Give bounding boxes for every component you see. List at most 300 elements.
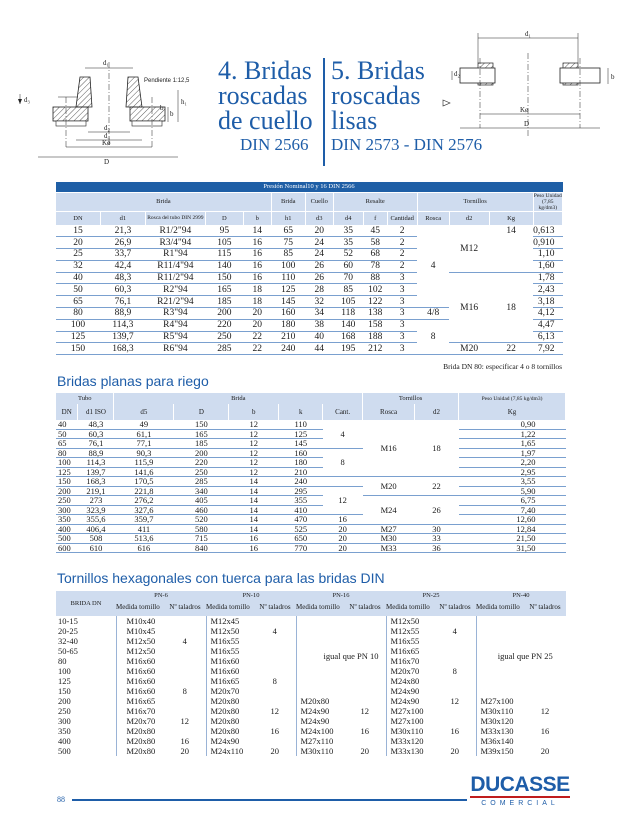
diagram-label: b — [160, 104, 164, 112]
page-number: 88 — [57, 795, 65, 804]
table-cell: 250 — [58, 706, 71, 716]
table-row — [56, 716, 566, 726]
table-cell: 88,9 — [100, 308, 145, 320]
table-cell: 513,6 — [114, 534, 174, 544]
table-cell: 110 — [271, 272, 305, 284]
table-row — [56, 726, 566, 736]
col-header: Medida tornillo — [116, 600, 164, 616]
col-header: Rosca del tubo DIN 2999 — [145, 211, 205, 225]
diagram-label: b — [611, 73, 615, 81]
table-cell: 4 — [323, 420, 363, 448]
logo-main-text: DUCASSE — [470, 773, 570, 796]
table-cell — [434, 706, 476, 716]
table-cell: 323,9 — [78, 505, 114, 515]
table-cell: R21/2"94 — [145, 296, 205, 308]
table-cell: M24 — [363, 496, 415, 525]
table-cell: 68 — [363, 249, 387, 261]
table-cell: 18 — [243, 284, 271, 296]
table-cell: 273 — [78, 496, 114, 506]
table-cell — [434, 716, 476, 726]
table-cell: M16 — [449, 272, 489, 343]
table-cell: M12x50 — [386, 616, 434, 626]
table-cell: 355,6 — [78, 515, 114, 525]
table-cell: 276,2 — [114, 496, 174, 506]
group-header-brida: Brida — [56, 192, 272, 211]
table-cell: 12 — [180, 716, 189, 726]
table-cell: M16x60 — [116, 656, 164, 666]
table-row — [56, 486, 566, 496]
table-cell: 508 — [78, 534, 114, 544]
table-cell: M10x45 — [116, 626, 164, 636]
table-cell — [434, 676, 476, 686]
table-cell: 300 — [56, 505, 78, 515]
table-cell: 12 — [229, 420, 279, 429]
table-cell: 50 — [56, 429, 78, 439]
table-cell: 85 — [333, 284, 363, 296]
table-row — [56, 448, 566, 458]
table-cell: M20x70 — [116, 716, 164, 726]
table-cell — [254, 686, 296, 696]
table-cell — [254, 696, 296, 706]
table-cell: 60,3 — [100, 284, 145, 296]
title-right-standard: DIN 2573 - DIN 2576 — [331, 135, 483, 154]
table-cell: 12,84 — [459, 524, 566, 534]
table-cell: 52 — [333, 249, 363, 261]
table-cell: 250 — [174, 467, 229, 477]
table-cell: 610 — [78, 543, 114, 553]
table-cell: 285 — [174, 477, 229, 487]
logo-bar — [470, 796, 570, 798]
table-cell: 21,3 — [100, 225, 145, 237]
table-cell: 122 — [363, 296, 387, 308]
col-header: D — [205, 211, 243, 225]
table-cell: 4 — [417, 225, 449, 308]
table-cell: 715 — [174, 534, 229, 544]
col-header: k — [279, 404, 323, 420]
table-cell: 12 — [229, 467, 279, 477]
table-cell: 48,3 — [78, 420, 114, 429]
table-cell: 20 — [180, 746, 189, 756]
table-cell: 359,7 — [114, 515, 174, 525]
table-cell: 355 — [279, 496, 323, 506]
table-cell: M39x150 — [476, 746, 524, 756]
table-cell: 90,3 — [114, 448, 174, 458]
table-cell: 65 — [56, 296, 101, 308]
table-cell: 2 — [387, 225, 417, 237]
table-cell — [434, 616, 476, 626]
table-cell: M30x110 — [476, 706, 524, 716]
table-cell: 10-15 — [58, 616, 78, 626]
table-cell: 14 — [489, 225, 533, 272]
table-cell: 61,1 — [114, 429, 174, 439]
table-cell: 16 — [323, 515, 363, 525]
table-cell: 500 — [58, 746, 71, 756]
table-cell: 295 — [279, 486, 323, 496]
col-header: Medida tornillo — [476, 600, 524, 616]
table-cell: 38 — [305, 319, 333, 331]
table-cell: 12,60 — [459, 515, 566, 525]
table-cell: 150 — [205, 272, 243, 284]
table-cell: M16x70 — [116, 706, 164, 716]
table-cell: 26 — [305, 260, 333, 272]
col-header: DN — [56, 211, 101, 225]
table-cell: 200 — [174, 448, 229, 458]
table-cell: M10x40 — [116, 616, 164, 626]
table-cell: 520 — [174, 515, 229, 525]
table-cell: 840 — [174, 543, 229, 553]
table-cell — [164, 626, 206, 636]
table-cell: 95 — [205, 225, 243, 237]
table-cell: 240 — [271, 343, 305, 355]
table-cell: 12 — [229, 439, 279, 449]
table-cell: 770 — [279, 543, 323, 553]
table-cell: 16 — [243, 237, 271, 249]
table-cell: 70 — [333, 272, 363, 284]
table-cell: 2 — [387, 237, 417, 249]
table-cell: 14 — [229, 486, 279, 496]
table-cell: M27x110 — [296, 736, 344, 746]
table-cell: 3 — [387, 319, 417, 331]
table-cell: M16x55 — [206, 636, 254, 646]
table-cell: 12 — [229, 458, 279, 468]
table-cell: 32 — [305, 296, 333, 308]
group-header-cuello: Cuello — [305, 192, 333, 211]
table-cell: 1,60 — [533, 260, 562, 272]
table-cell: M24x80 — [386, 676, 434, 686]
table-cell: M12x50 — [206, 626, 254, 636]
riego-table — [56, 393, 566, 553]
table-cell: M12x55 — [386, 626, 434, 636]
table-cell: 20-25 — [58, 626, 78, 636]
table-cell: M16x60 — [116, 666, 164, 676]
table-cell: 350 — [58, 726, 71, 736]
group-header-brida: Brida — [114, 393, 363, 404]
table-cell: 185 — [174, 439, 229, 449]
col-header: d1 — [100, 211, 145, 225]
table-cell: 350 — [56, 515, 78, 525]
table-cell: 4 — [182, 636, 187, 646]
diagram-label: D — [104, 158, 110, 166]
col-header: d1 ISO — [78, 404, 114, 420]
table-cell: 14 — [229, 505, 279, 515]
table-cell: M16x65 — [386, 646, 434, 656]
table-cell: 36 — [415, 543, 459, 553]
col-header: Kg — [459, 404, 566, 420]
table-cell: 180 — [279, 458, 323, 468]
table-caption: Presión Nominal10 y 16 DIN 2566 — [56, 182, 563, 192]
table-cell: M30 — [363, 534, 415, 544]
table-cell: 100 — [58, 666, 71, 676]
table-cell: 24 — [305, 237, 333, 249]
table-cell: 20 — [56, 237, 101, 249]
table-cell: 180 — [271, 319, 305, 331]
table-cell: 12 — [540, 706, 550, 716]
table-cell: M16x60 — [206, 666, 254, 676]
table-cell — [434, 656, 476, 666]
table-cell: 210 — [271, 331, 305, 343]
group-header-tornillos: Tornillos — [363, 393, 459, 404]
table-cell: 1,65 — [459, 439, 566, 449]
table-cell: 125 — [58, 676, 71, 686]
diagram-label: d₂ — [454, 70, 460, 78]
table-cell — [164, 706, 206, 716]
table-cell — [524, 716, 566, 726]
table-cell: 1,22 — [459, 429, 566, 439]
table-cell: 8 — [182, 686, 187, 696]
table-cell — [164, 696, 206, 706]
table-cell: 22 — [243, 343, 271, 355]
table-cell: 14 — [229, 477, 279, 487]
table-cell: 20 — [323, 543, 363, 553]
table-cell: 114,3 — [78, 458, 114, 468]
table-cell: 26 — [305, 272, 333, 284]
col-header: f — [363, 211, 387, 225]
table-cell: 60 — [333, 260, 363, 272]
table-cell: R2"94 — [145, 284, 205, 296]
table-cell: 16 — [243, 260, 271, 272]
table-row — [56, 736, 566, 746]
col-header: d2 — [415, 404, 459, 420]
group-header-brida2: Brida — [271, 192, 305, 211]
col-header: Medida tornillo — [386, 600, 434, 616]
table-cell: 6,13 — [533, 331, 562, 343]
table-cell: 16 — [450, 726, 459, 736]
table-cell: M24x90 — [296, 706, 344, 716]
table-cell: M16x65 — [206, 676, 254, 686]
table-cell: M16 — [363, 420, 415, 477]
section-heading-riego: Bridas planas para riego — [57, 373, 209, 389]
table-cell: 160 — [279, 448, 323, 458]
table-row — [56, 696, 566, 706]
table-cell: M24x90 — [206, 736, 254, 746]
table-cell — [434, 646, 476, 656]
table-cell: 460 — [174, 505, 229, 515]
table-cell: 14 — [229, 515, 279, 525]
title-left-line2: roscadas — [218, 81, 308, 110]
table-cell: 18 — [415, 420, 459, 477]
table-cell: 12 — [450, 696, 459, 706]
table-cell: 88,9 — [78, 448, 114, 458]
table-cell: 168,3 — [78, 477, 114, 487]
table-cell: M12 — [449, 225, 489, 272]
table-cell: 4,12 — [533, 308, 562, 320]
table-cell: 3 — [387, 296, 417, 308]
col-header: h1 — [271, 211, 305, 225]
table-cell: M24x90 — [386, 696, 434, 706]
table-cell: 16 — [229, 543, 279, 553]
table-cell: 145 — [279, 439, 323, 449]
col-header: Rosca — [417, 211, 449, 225]
table-cell: 118 — [333, 308, 363, 320]
table-cell: 16 — [243, 272, 271, 284]
table-cell: 3,55 — [459, 477, 566, 487]
diagram-label: h₁ — [181, 98, 187, 106]
table-cell: 188 — [363, 331, 387, 343]
table-group-header-row — [56, 393, 566, 404]
table-cell: M27 — [363, 524, 415, 534]
group-header-pn25: PN-25 — [386, 591, 476, 600]
table-cell: M20x80 — [116, 726, 164, 736]
table-cell: 140 — [333, 319, 363, 331]
table-cell: 1,78 — [533, 272, 562, 284]
diagram-label: Pendiente 1:12,5 — [144, 78, 190, 84]
group-header-pn16: PN-16 — [296, 591, 386, 600]
table-cell — [434, 736, 476, 746]
table-cell: 58 — [363, 237, 387, 249]
table-cell: 16 — [270, 726, 279, 736]
table-cell: 210 — [279, 467, 323, 477]
table-cell: 525 — [279, 524, 323, 534]
table-column-header-row — [56, 600, 566, 616]
table-cell: 100 — [271, 260, 305, 272]
table-cell: 8 — [452, 666, 457, 676]
table-cell: M20x80 — [296, 696, 344, 706]
diagram-label: d₁ — [103, 59, 109, 67]
table-row — [56, 543, 566, 553]
table-cell: 12 — [323, 486, 363, 515]
table-cell — [164, 646, 206, 656]
table-cell: 14 — [243, 225, 271, 237]
table-cell — [254, 646, 296, 656]
table-cell: 16 — [540, 726, 550, 736]
table-cell: 80 — [56, 448, 78, 458]
table-row — [56, 616, 566, 626]
table-cell: 200 — [56, 486, 78, 496]
table-cell — [164, 616, 206, 626]
table-cell: 165 — [205, 284, 243, 296]
diagram-label: Kø — [520, 106, 529, 114]
table-cell — [434, 636, 476, 646]
table-cell: 65 — [271, 225, 305, 237]
table-cell: 2,95 — [459, 467, 566, 477]
table-cell: 40 — [56, 272, 101, 284]
riego-table-body — [56, 420, 566, 553]
table-cell: 50-65 — [58, 646, 78, 656]
col-header: Cant. — [323, 404, 363, 420]
table-cell: M20x80 — [116, 736, 164, 746]
table-cell: 3 — [387, 272, 417, 284]
table-cell: 35 — [333, 237, 363, 249]
table-cell: 145 — [271, 296, 305, 308]
table-cell: M27x100 — [386, 706, 434, 716]
table-cell: 22 — [489, 343, 533, 355]
col-header: Nº taladros — [254, 600, 296, 616]
table-cell: 12 — [229, 448, 279, 458]
table-cell: M30x110 — [296, 746, 344, 756]
table-cell: 26 — [415, 496, 459, 525]
table-cell: M16x60 — [116, 686, 164, 696]
table-cell: 12 — [229, 429, 279, 439]
diagram-label: d₂ — [104, 124, 110, 132]
table-cell: 125 — [271, 284, 305, 296]
table-cell: M27x100 — [476, 696, 524, 706]
table-cell: R6"94 — [145, 343, 205, 355]
table-cell: 20 — [243, 308, 271, 320]
table-cell: 33,7 — [100, 249, 145, 261]
table-group-header-row — [56, 591, 566, 600]
title-right-line3: lisas — [331, 106, 378, 135]
table-cell: 20 — [360, 746, 369, 756]
table-cell: 220 — [205, 319, 243, 331]
table-cell: 168 — [333, 331, 363, 343]
table-row — [56, 429, 566, 439]
table-cell: M33 — [363, 543, 415, 553]
table-cell: 250 — [56, 496, 78, 506]
tornillos-table-body — [56, 616, 566, 756]
table-cell: 300 — [58, 716, 71, 726]
table-cell: 18 — [243, 296, 271, 308]
table-cell: 650 — [279, 534, 323, 544]
table-cell: 220 — [174, 458, 229, 468]
col-header-spacer — [533, 211, 562, 225]
table-cell: 327,6 — [114, 505, 174, 515]
table-cell: 1,10 — [533, 249, 562, 261]
title-left-line1: 4. Bridas — [218, 56, 312, 85]
col-header: DN — [56, 404, 78, 420]
col-header: Nº taladros — [524, 600, 566, 616]
table-cell: 0,910 — [533, 237, 562, 249]
table-column-header-row — [56, 404, 566, 420]
table-cell: M16x60 — [206, 656, 254, 666]
table-row — [56, 420, 566, 429]
table-cell: 125 — [279, 429, 323, 439]
col-header: Kg — [489, 211, 533, 225]
table-cell: 65 — [56, 439, 78, 449]
table-cell: M24x90 — [296, 716, 344, 726]
table-cell: 616 — [114, 543, 174, 553]
table-column-header-row — [56, 211, 563, 225]
col-header: b — [243, 211, 271, 225]
table-cell: M20 — [363, 477, 415, 496]
table-cell: 406,4 — [78, 524, 114, 534]
table-cell: 115,9 — [114, 458, 174, 468]
table-cell: 7,92 — [533, 343, 562, 355]
table-cell: 141,6 — [114, 467, 174, 477]
table-cell: 3 — [387, 284, 417, 296]
table-cell: 20 — [323, 534, 363, 544]
table-cell: 3 — [387, 343, 417, 355]
table-cell: 16 — [229, 534, 279, 544]
group-header-pn40: PN-40 — [476, 591, 566, 600]
table-cell: R4"94 — [145, 319, 205, 331]
table-cell: 165 — [174, 429, 229, 439]
table-cell: 14 — [229, 496, 279, 506]
table-cell: 0,613 — [533, 225, 562, 237]
table-cell: M24x110 — [206, 746, 254, 756]
table-row — [56, 439, 566, 449]
table-cell: 20 — [305, 225, 333, 237]
group-header-peso: Peso Unidad (7,85 kg/dm3) — [459, 393, 566, 404]
table-cell: 200 — [205, 308, 243, 320]
table-cell: 20 — [450, 746, 459, 756]
table-cell — [524, 736, 566, 746]
table-cell — [254, 666, 296, 676]
table-cell: 24 — [305, 249, 333, 261]
col-header: Medida tornillo — [296, 600, 344, 616]
table-row — [56, 467, 566, 477]
table-cell: 32-40 — [58, 636, 78, 646]
table-cell: M16x70 — [386, 656, 434, 666]
table-cell: 34 — [305, 308, 333, 320]
table-cell: 405 — [174, 496, 229, 506]
table-row — [56, 706, 566, 716]
table-cell: M30x120 — [476, 716, 524, 726]
table-row — [56, 524, 566, 534]
table-cell: 20 — [540, 746, 550, 756]
diagram-label: b — [170, 110, 174, 118]
table-cell: 139,7 — [78, 467, 114, 477]
table-cell: 18 — [489, 272, 533, 343]
